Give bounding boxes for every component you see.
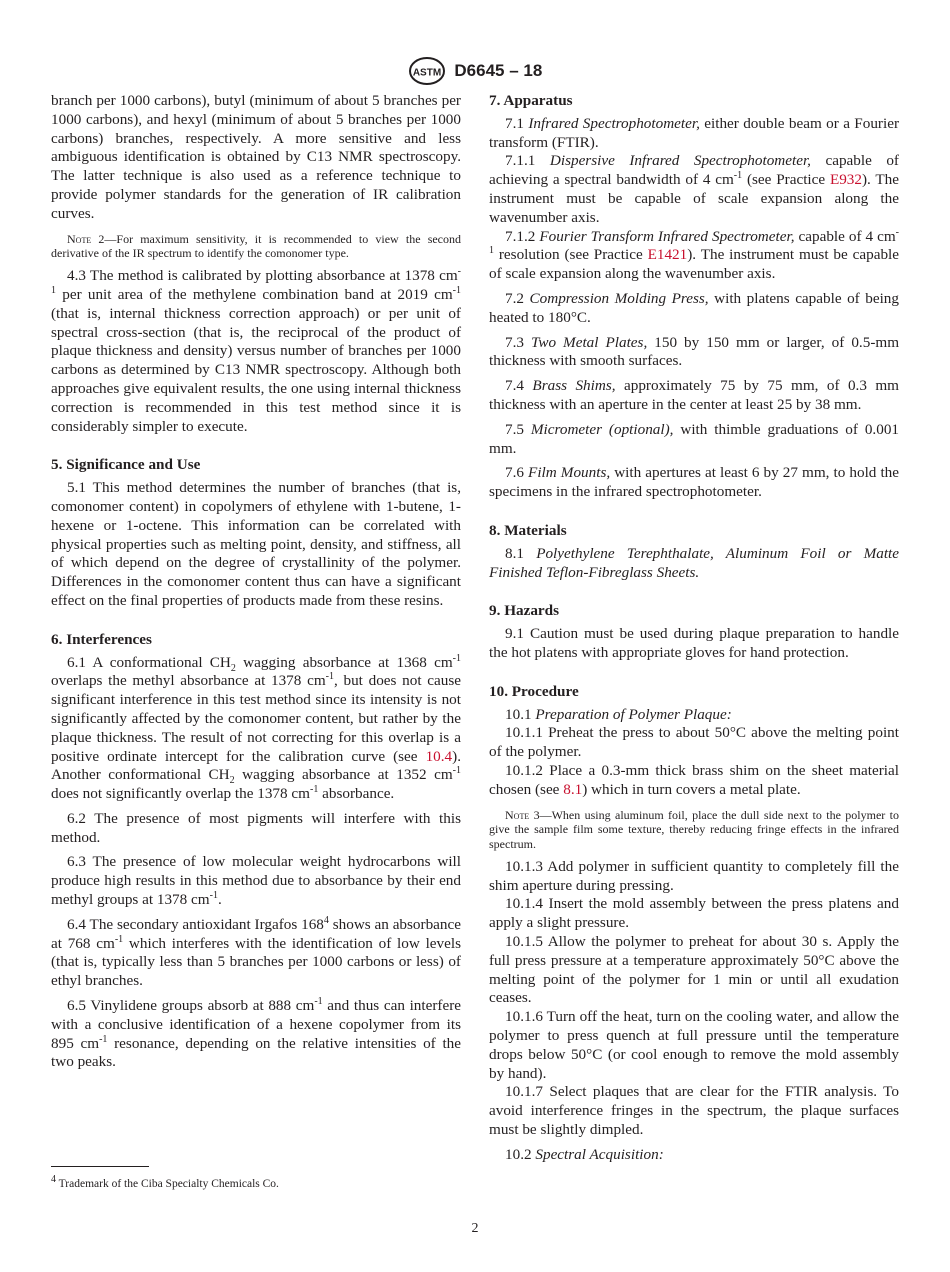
paragraph-7-5: 7.5 Micrometer (optional), with thimble graduations of 0.001 mm. (489, 420, 900, 457)
section-5-title: 5. Significance and Use (51, 456, 201, 474)
paragraph-8-1: 8.1 Polyethylene Terephthalate, Aluminum Foil or Matte Finished Teflon-Fibreglass Sheets. (489, 544, 900, 581)
paragraph-7-1: 7.1 Infrared Spectrophotometer, either double beam or a Fourier transform (FTIR). (489, 114, 900, 151)
paragraph-10-1-3: 10.1.3 Add polymer in sufficient quantity to completely fill the shim aperture during pressing. (489, 857, 899, 894)
note-2: Note 2—For maximum sensitivity, it is recommended to view the second derivative of the IR spectrum to identify the comonomer type. (51, 231, 462, 261)
section-8-title: 8. Materials (489, 521, 567, 539)
paragraph-10-1-4: 10.1.4 Insert the mold assembly between the press platens and apply a slight pressure. (489, 895, 899, 932)
paragraph-10-2: 10.2 Spectral Acquisition: (505, 1145, 664, 1163)
paragraph-6-1: 6.1 A conformational $CH_2$ wagging absorbance at 1368 $cm^{-1}$ overlaps the methyl absorbance at 1378 $cm^{-1}$, but does not cause significant interference in this test method since its intensity is not significantly affected by the comonomer content, but rather by the plaque thickness. The result of not correcting for this overlap is a positive ordinate intercept for the calibration curve (see 10.4). Another conformational $CH_2$ wagging absorbance at 1352 $cm^{-1}$ does not significantly overlap the 1378 $cm^{-1}$ absorbance. (51, 652, 461, 803)
paragraph-7-3: 7.3 Two Metal Plates, 150 by 150 mm or larger, of 0.5-mm thickness with smooth surfaces. (489, 333, 900, 370)
link-e932[interactable]: E932 (829, 171, 862, 189)
left-column (51, 92, 461, 1072)
footnote-4: $^4$ Trademark of the Ciba Specialty Chemicals Co. (51, 1174, 279, 1190)
page-header (0, 56, 950, 86)
paragraph-7-4: 7.4 Brass Shims, approximately 75 by 75 mm, of 0.3 mm thickness with an aperture in the center at least 25 by 38 mm. (489, 377, 899, 413)
paragraph-6-3: 6.3 The presence of low molecular weight hydrocarbons will produce high results in this method due to absorbance by their end methyl groups at 1378 $cm^{-1}$. (51, 853, 461, 909)
paragraph-9-1: 9.1 Caution must be used during plaque preparation to handle the hot platens with appropriate gloves for hand protection. (489, 625, 899, 661)
paragraph-7-1-1: 7.1.1 Dispersive Infrared Spectrophotometer, capable of achieving a spectral bandwidth of 4 $cm^{-1}$ (see Practice E932). The instrument must be capable of scale expansion along the wavenumber axis. (489, 152, 900, 226)
paragraph-6-4: 6.4 The secondary antioxidant Irgafos $168^4$ shows an absorbance at 768 $cm^{-1}$ which interferes with the identification of low levels (that is, typically less than 5 branches per 1000 carbons or less) of ethyl branches. (51, 914, 462, 990)
paragraph-7-6: 7.6 Film Mounts, with apertures at least 6 by 27 mm, to hold the specimens in the infrared spectrophotometer. (489, 464, 899, 501)
section-10-title: 10. Procedure (489, 682, 579, 700)
section-6-title: 6. Interferences (51, 630, 152, 648)
paragraph-5-1: 5.1 This method determines the number of branches (that is, comonomer content) in copolymers of ethylene with 1-butene, 1-hexene or 1-octene. This information can be correlated with physical properties such as melting point, density, and stiffness, all of which depend on the degree of crystallinity of the polymer. Differences in the comonomer content thus can have a significant effect on the final properties of products made from these resins. (51, 479, 461, 609)
paragraph-7-2: 7.2 Compression Molding Press, with platens capable of being heated to 180°C. (489, 289, 899, 326)
astm-logo-icon (408, 56, 446, 86)
designation: D6645 – 18 (454, 61, 543, 80)
footnote-rule (51, 1166, 149, 1167)
paragraph-4-3: 4.3 The method is calibrated by plotting absorbance at 1378 $cm^{-1}$ per unit area of the methylene combination band at 2019 $cm^{-1}$ (that is, internal thickness correction approach) or per unit of spectral cross-section (that is, the reciprocal of the product of plaque thickness and density) versus number of branches per 1000 carbons as determined by C13 NMR spectroscopy. Although both approaches give equivalent results, the one using internal thickness correction is recommended in this test method since it is considerably simpler to execute. (51, 266, 461, 435)
paragraph-10-1-1: 10.1.1 Preheat the press to about 50°C above the melting point of the polymer. (489, 724, 899, 761)
paragraph-7-1-2: 7.1.2 Fourier Transform Infrared Spectrometer, capable of 4 $cm^{-1}$ resolution (see Practice E1421). The instrument must be capable of scale expansion along the wavenumber axis. (489, 226, 899, 283)
right-column (489, 92, 899, 1165)
paragraph-10-1-7: 10.1.7 Select plaques that are clear for the FTIR analysis. To avoid interference fringes in the spectrum, the plaque surfaces must be slightly dimpled. (489, 1083, 899, 1139)
paragraph-6-5: 6.5 Vinylidene groups absorb at 888 $cm^{-1}$ and thus can interfere with a conclusive identification of a hexene copolymer from its 895 $cm^{-1}$ resonance, depending on the relative intensities of the two peaks. (51, 996, 461, 1071)
paragraph-10-1: 10.1 Preparation of Polymer Plaque: (505, 705, 732, 723)
section-7-title: 7. Apparatus (489, 92, 573, 109)
link-8-1[interactable]: 8.1 (563, 780, 583, 798)
link-10-4[interactable]: 10.4 (425, 747, 453, 765)
paragraph-10-1-6: 10.1.6 Turn off the heat, turn on the cooling water, and allow the polymer to press quench at full pressure until the temperature drops below 50°C (or cool enough to remove the mold assembly by hand). (489, 1008, 899, 1082)
svg-text:ASTM: ASTM (412, 67, 441, 79)
page-number: 2 (471, 1221, 479, 1236)
paragraph-4-2-continued: branch per 1000 carbons), butyl (minimum of about 5 branches per 1000 carbons), and hexyl (minimum of about 5 branches per 1000 carbons) branches, respectively. A more sensitive and less ambiguous identification is obtained by C13 NMR spectroscopy. The latter technique is also used as a reference technique to provide polymer standards for the generation of IR calibration curves. (51, 92, 461, 222)
section-9-title: 9. Hazards (489, 602, 560, 620)
paragraph-10-1-5: 10.1.5 Allow the polymer to preheat for about 30 s. Apply the full press pressure at a temperature approximately 50°C above the melting point of the polymer for 1 min or until all exudation ceases. (489, 933, 899, 1007)
paragraph-10-1-2: 10.1.2 Place a 0.3-mm thick brass shim on the sheet material chosen (see 8.1) which in turn covers a metal plate. (489, 761, 899, 798)
link-e1421[interactable]: E1421 (647, 246, 688, 264)
paragraph-6-2: 6.2 The presence of most pigments will interfere with this method. (51, 809, 461, 846)
note-3: Note 3—When using aluminum foil, place the dull side next to the polymer to give the sample film some texture, thereby reducing fringe effects in the infrared spectrum. (489, 807, 899, 852)
